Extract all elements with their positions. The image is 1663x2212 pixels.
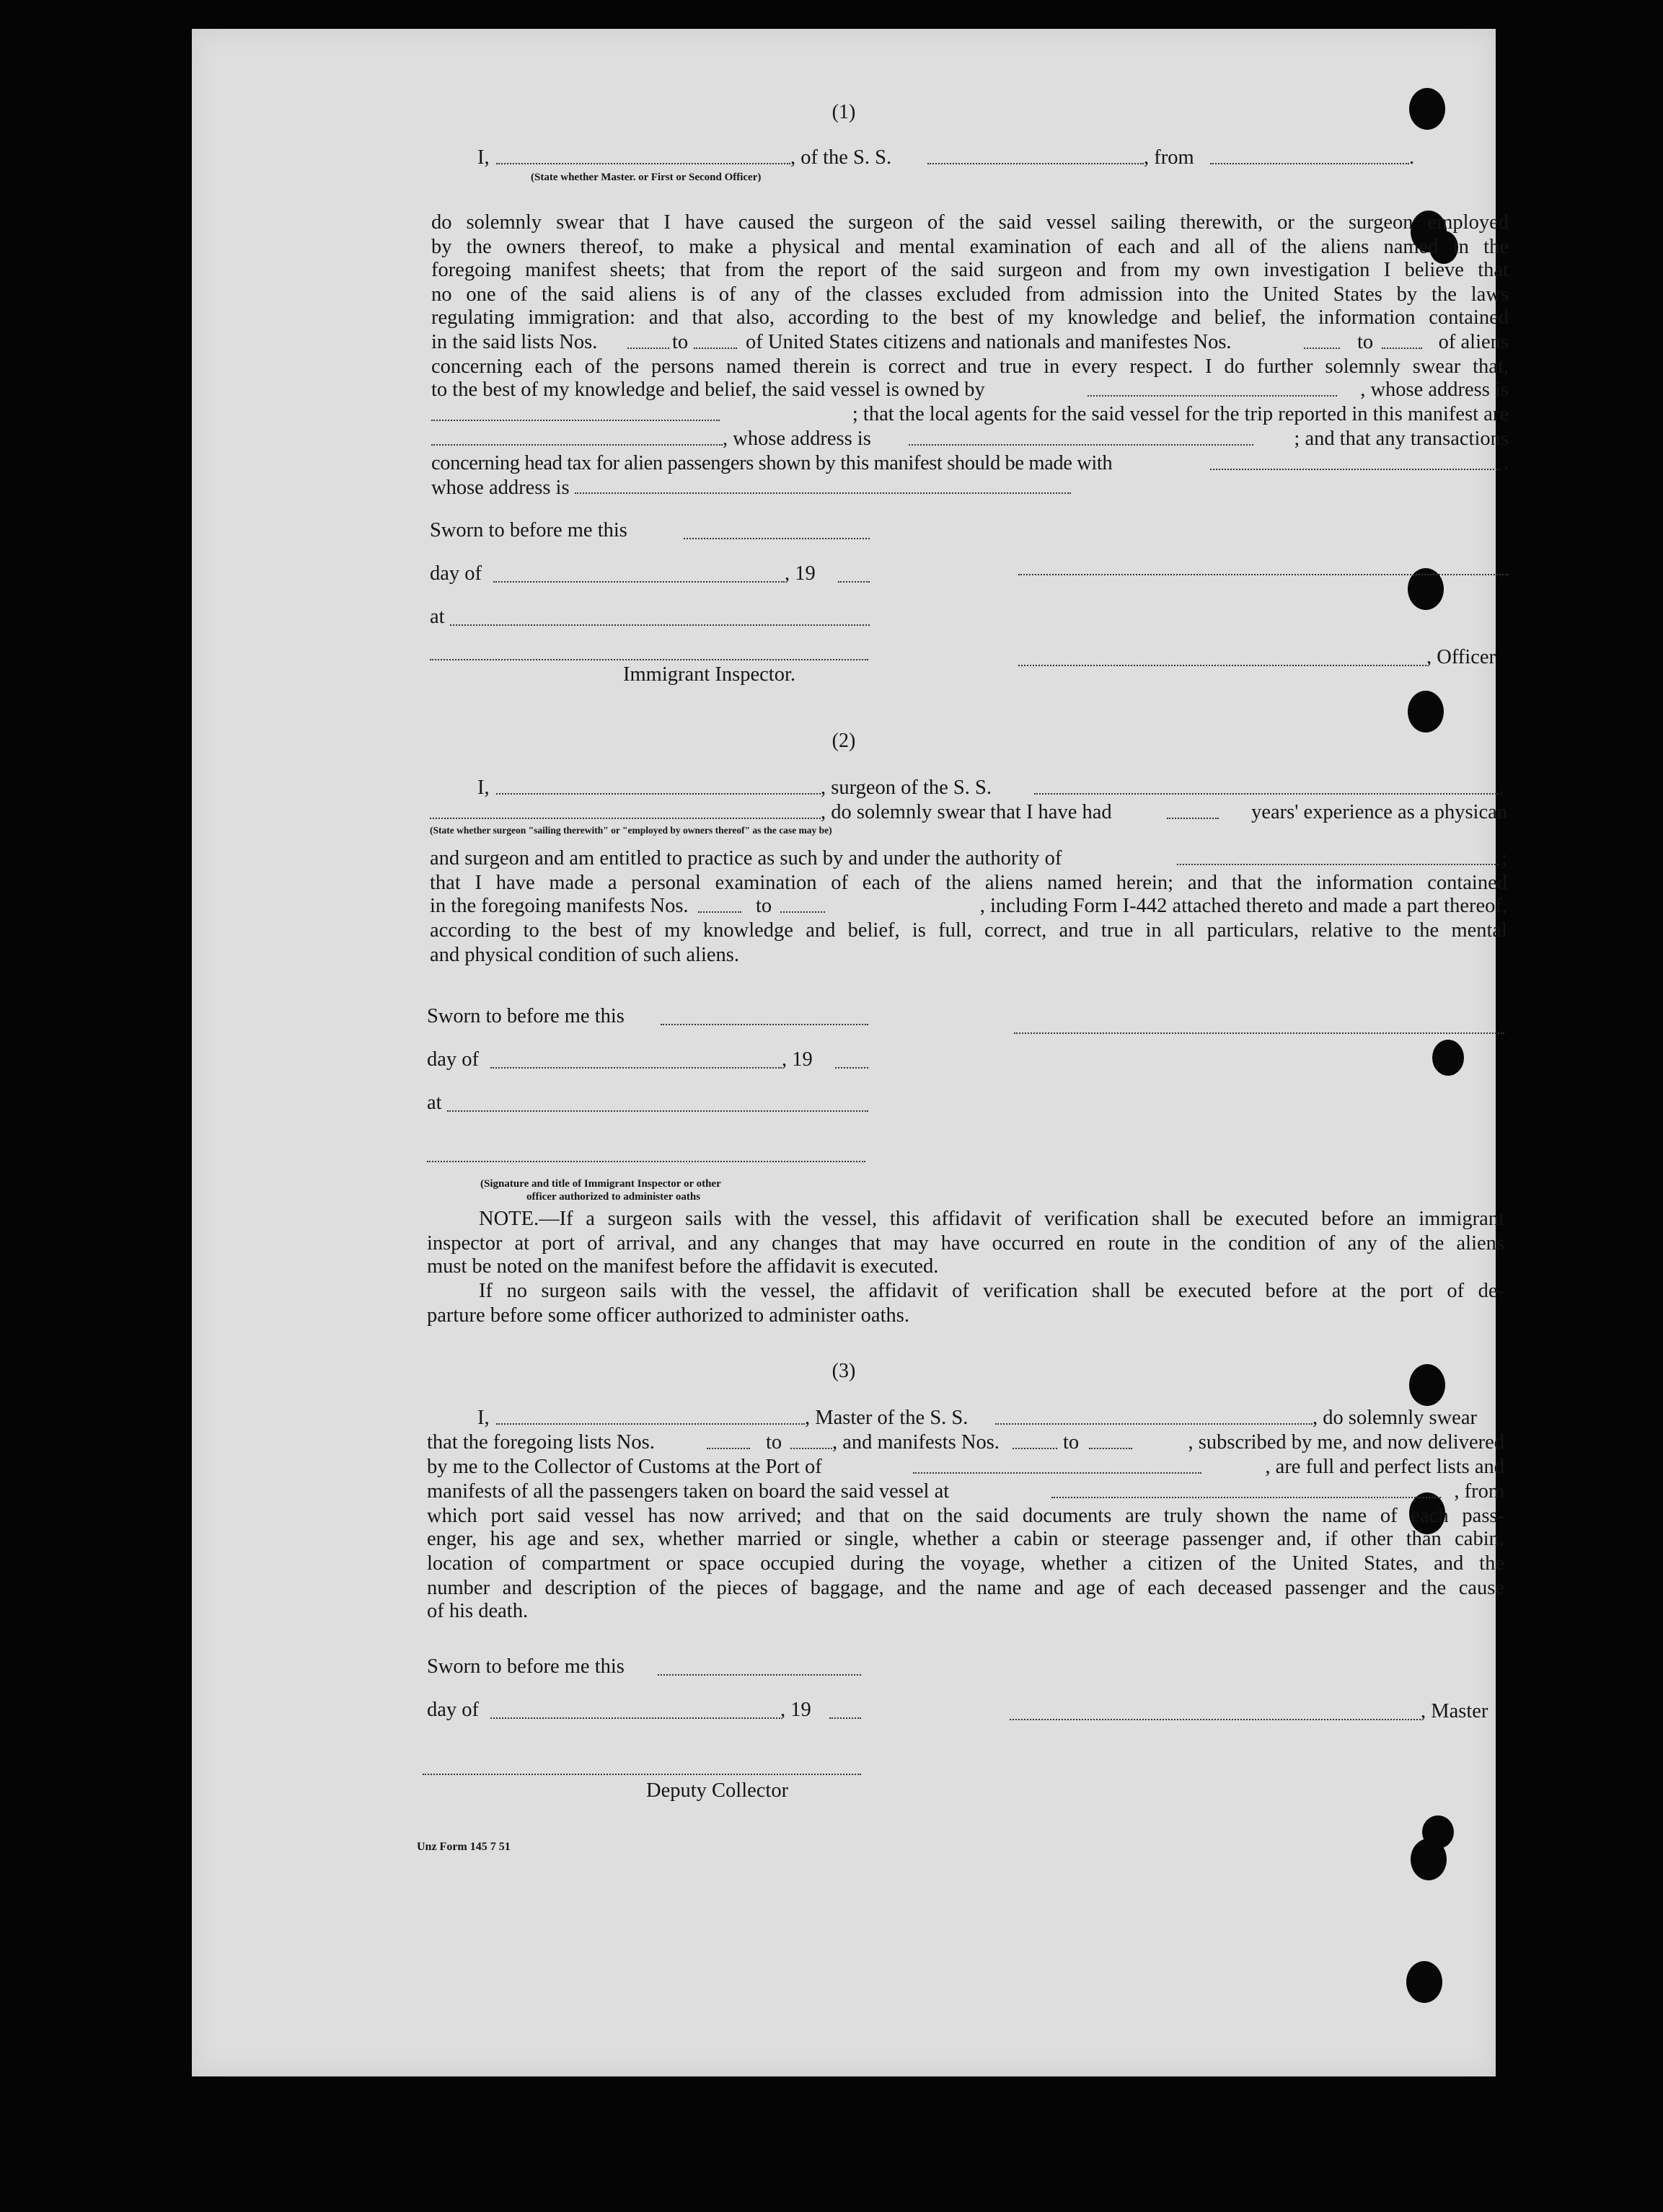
document-page: (1) I, , of the S. S. , from . (State whether Master. or First or Second Officer) do solemnly swear that I have caused the surgeon of the said vessel sailing therewith, or the surgeon employed by the owners thereof, to make a physical and mental examination of each and all of the aliens named in the foregoing manifest sheets; that from the report of the said surgeon and from my own investigation I believe that no one of the said aliens is of any of the classes excluded from admission into the United States by the laws regulating immigration: and that also, according to the best of my knowledge and belief, the information contained in the said lists Nos. to of United States citizens and nationals and manifestes Nos. to of aliens concerning each of the persons named therein is correct and true in every respect. I do further solemnly swear that, to the best of my knowledge and belief, the said vessel is owned by , whose address is ; that the local agents for the said vessel for the trip reported in this manifest are , whose address is ; and that any transactions concerning head tax for alien passengers shown by this manifest should be made with . whose address is Sworn to before me this day of , 19 at , Officer Immigrant Inspector. (2) I, , surgeon of the S. S. , , do solemnly swear that I have had years' experience as a physican (State whether surgeon "sailing therewith" or "employed by owners thereof" as the case may be) and surgeon and am entitled to practice as such by and under the authority of ; that I have made a personal examination of each of the aliens named herein; and that the information contained in the foregoing manifests Nos. to , including Form I-442 attached thereto and made a part thereof, according to the best of my knowledge and belief, is full, correct, and true in all particulars, relative to the mental and physical condition of such aliens. Sworn to before me this day of , 19 at (Signature and title of Immigrant Inspector or other officer authorized to administer oaths NOTE.—If a surgeon sails with the vessel, this affidavit of verification shall be executed before an immigrant inspector at port of arrival, and any changes that may have occurred en route in the condition of any of the aliens must be noted on the manifest before the affidavit is executed. If no surgeon sails with the vessel, the affidavit of verification shall be executed before at the port of de- parture before some officer authorized to administer oaths. (3) I, , Master of the S. S. , do solemnly swear that the foregoing lists Nos. to , and manifests Nos. to , subscribed by me, and now delivered by me to the Collector of Customs at the Port of , are full and perfect lists and manifests of all the passengers taken on board the said vessel at , from which port said vessel has now arrived; and that on the said documents are truly shown the name of each pass- enger, his age and sex, whether married or single, whether a cabin or steerage passenger and, if other than cabin, location of compartment or space occupied during the voyage, whether a citizen of the United States, and the number and description of the pieces of baggage, and the name and age of each deceased passenger and the cause of his death. Sworn to before me this day of , 19 , Master Deputy Collector Unz Form 145 7 51 (192, 29, 1496, 2076)
agent-address-blank (909, 428, 1253, 446)
note-line: parture before some officer authorized to administer oaths. (427, 1304, 909, 1327)
master-name-blank (496, 1407, 805, 1425)
officer-signature-line-2 (1018, 665, 1426, 666)
signature-caption-1: (Signature and title of Immigrant Inspector or other (480, 1178, 721, 1190)
surgeon-status-blank (430, 802, 821, 819)
agent-blank (431, 428, 723, 446)
day-of-label: day of (427, 1048, 480, 1071)
sworn-date-blank (658, 1674, 861, 1676)
officer-signature-line-1 (1018, 574, 1509, 575)
note-line: inspector at port of arrival, and any changes that may have occurred en route in the condition of any of the aliens (427, 1232, 1504, 1255)
section-1-body-line: no one of the said aliens is of any of the classes excluded from admission into the United States by the laws (431, 283, 1509, 306)
day-of-blank (490, 1717, 780, 1719)
master-label: , Master (1421, 1700, 1488, 1722)
day-of-label: day of (430, 562, 482, 585)
authority-blank (1177, 848, 1499, 865)
section-1-line-13: whose address is (431, 476, 1496, 500)
day-of-blank (490, 1067, 782, 1069)
day-of-blank (493, 581, 785, 583)
sworn-label: Sworn to before me this (427, 1655, 625, 1678)
head-tax-blank (1210, 453, 1500, 470)
section-3-body-line: of his death. (427, 1600, 529, 1622)
section-1-body-line: foregoing manifest sheets; that from the report of the said surgeon and from my own investigation I believe that (431, 259, 1509, 281)
section-3-body-line: enger, his age and sex, whether married or single, whether a cabin or steerage passenger and, if other than cabin, (427, 1528, 1504, 1550)
years-blank (1167, 802, 1219, 819)
master-vessel-blank (995, 1407, 1313, 1425)
vessel-name-blank (927, 147, 1144, 164)
note-line: must be noted on the manifest before the affidavit is executed. (427, 1255, 939, 1278)
section-1-body-line: by the owners thereof, to make a physical and mental examination of each and all of the aliens named in the (431, 236, 1509, 258)
deputy-collector-signature-line (423, 1774, 861, 1775)
signature-caption-2: officer authorized to administer oaths (526, 1191, 701, 1203)
section-2-body-line: and physical condition of such aliens. (430, 944, 739, 966)
section-1-heading: (1) (832, 101, 856, 123)
at-label: at (430, 606, 445, 628)
section-3-heading: (3) (832, 1360, 856, 1382)
inspector-signature-line (430, 659, 868, 660)
officer-label: , Officer (1426, 646, 1496, 668)
customs-port-blank (913, 1456, 1201, 1474)
punch-hole (1408, 691, 1444, 733)
sworn-date-blank (661, 1024, 868, 1025)
at-blank (447, 1110, 868, 1112)
year-label: , 19 (785, 562, 816, 585)
officer-title-note: (State whether Master. or First or Second Officer) (531, 172, 762, 183)
year-blank (835, 1067, 868, 1069)
at-label: at (427, 1092, 442, 1114)
punch-hole (1432, 1040, 1464, 1076)
day-of-label: day of (427, 1699, 480, 1721)
year-label: , 19 (782, 1048, 813, 1071)
surgeon-signature-line (1014, 1032, 1504, 1034)
owner-blank (1088, 379, 1337, 397)
section-3-body-line: location of compartment or space occupied during the voyage, whether a citizen of the United States, and the (427, 1552, 1504, 1575)
year-blank (838, 581, 870, 583)
surgeon-status-note: (State whether surgeon "sailing therewith" or "employed by owners thereof" as the case may be) (430, 825, 832, 836)
head-tax-address-blank (575, 477, 1071, 494)
punch-hole (1422, 1815, 1454, 1849)
section-2-body-line: that I have made a personal examination of each of the aliens named herein; and that the information contained (430, 872, 1507, 894)
sworn-date-blank (684, 538, 870, 539)
deputy-collector-label: Deputy Collector (646, 1779, 789, 1802)
punch-hole (1406, 1961, 1442, 2003)
immigrant-inspector-label: Immigrant Inspector. (623, 663, 796, 686)
owner-address-blank (431, 404, 720, 421)
section-1-body-line: do solemnly swear that I have caused the surgeon of the said vessel sailing therewith, or the surgeon employed (431, 211, 1509, 234)
from-port-blank (1210, 147, 1409, 164)
section-3-body-line: which port said vessel has now arrived; and that on the said documents are truly shown the name of each pass- (427, 1505, 1504, 1527)
year-label: , 19 (780, 1699, 811, 1721)
section-2-heading: (2) (832, 730, 856, 752)
master-signature-line (1010, 1719, 1421, 1720)
administering-officer-signature-line (427, 1161, 865, 1162)
note-line: NOTE.—If a surgeon sails with the vessel, this affidavit of verification shall be executed before an immigrant (479, 1208, 1504, 1230)
form-number: Unz Form 145 7 51 (417, 1841, 511, 1853)
sworn-label: Sworn to before me this (430, 519, 627, 541)
sworn-label: Sworn to before me this (427, 1005, 625, 1027)
surgeon-vessel-blank (1034, 777, 1499, 795)
year-blank (829, 1717, 861, 1719)
section-3-body-line: number and description of the pieces of baggage, and the name and age of each deceased passenger and the cause (427, 1577, 1504, 1599)
section-1-body-line: concerning each of the persons named therein is correct and true in every respect. I do further solemnly swear that, (431, 355, 1509, 378)
surgeon-name-blank (496, 777, 821, 795)
note-line: If no surgeon sails with the vessel, the affidavit of verification shall be executed before at the port of de- (479, 1280, 1504, 1302)
section-1-body-line: regulating immigration: and that also, according to the best of my knowledge and belief, the information contained (431, 306, 1509, 329)
at-blank (450, 624, 870, 626)
section-2-body-line: according to the best of my knowledge and belief, is full, correct, and true in all particulars, relative to the mental (430, 919, 1507, 942)
officer-title-blank (496, 147, 790, 164)
boarding-port-blank (1051, 1481, 1441, 1498)
